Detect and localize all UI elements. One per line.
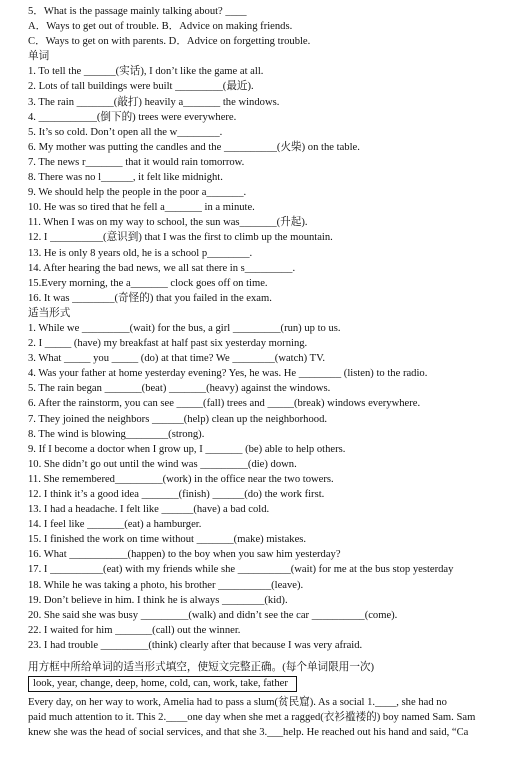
list-item: 15. I finished the work on time without _______(make) mistakes. <box>28 534 307 546</box>
list-item: 22. I waited for him _______(call) out the winner. <box>28 624 241 636</box>
list-item: 1. While we _________(wait) for the bus, a girl _________(run) up to us. <box>28 322 341 334</box>
list-item: 4. Was your father at home yesterday evening? Yes, he was. He ________ (listen) to the radio. <box>28 368 428 380</box>
list-item: 13. He is only 8 years old, he is a school p________. <box>28 247 253 259</box>
list-item: 20. She said she was busy _________(walk) and didn’t see the car __________(come). <box>28 609 398 621</box>
list-item: 6. My mother was putting the candles and the __________(火柴) on the table. <box>28 141 360 153</box>
list-item: 7. They joined the neighbors ______(help) clean up the neighborhood. <box>28 413 328 425</box>
list-item: 3. What _____ you _____ (do) at that time? We ________(watch) TV. <box>28 353 325 365</box>
list-item: 12. I __________(意识到) that I was the first to climb up the mountain. <box>28 232 333 244</box>
list-item: 14. After hearing the bad news, we all sat there in s_________. <box>28 262 296 274</box>
list-item: 1. To tell the ______(实话), I don’t like the game at all. <box>28 66 264 78</box>
question-5-stem: 5．What is the passage mainly talking about? ____ <box>28 6 247 17</box>
list-item: 18. While he was taking a photo, his brother __________(leave). <box>28 579 304 591</box>
passage-line: paid much attention to it. This 2.____one day when she met a ragged(衣衫褴褛的) boy named Sam. Sam <box>28 712 476 724</box>
list-item: 13. I had a headache. I felt like ______(have) a bad cold. <box>28 504 270 516</box>
list-item: 19. Don’t believe in him. I think he is always ________(kid). <box>28 594 288 606</box>
list-item: 8. The wind is blowing________(strong). <box>28 428 205 440</box>
vocab-list <box>28 64 532 306</box>
list-item: 8. There was no l______, it felt like midnight. <box>28 172 223 184</box>
list-item: 5. It’s so cold. Don’t open all the w________. <box>28 126 223 138</box>
vocab-heading: 单词 <box>28 51 50 63</box>
list-item: 11. She remembered_________(work) in the office near the two towers. <box>28 473 334 485</box>
passage-instruction: 用方框中所给单词的适当形式填空，使短文完整正确。(每个单词限用一次) <box>28 662 375 674</box>
section-spacer <box>28 653 532 660</box>
list-item: 5. The rain began _______(beat) _______(heavy) against the windows. <box>28 383 331 395</box>
list-item: 16. It was ________(奇怪的) that you failed in the exam. <box>28 292 272 304</box>
list-item: 10. He was so tired that he fell a_______ in a minute. <box>28 202 255 214</box>
list-item: 10. She didn’t go out until the wind was _________(die) down. <box>28 458 297 470</box>
list-item: 6. After the rainstorm, you can see _____(fall) trees and _____(break) windows everywhere. <box>28 398 421 410</box>
list-item: 9. We should help the people in the poor a_______. <box>28 187 247 199</box>
passage-line: knew she was the head of social services, and that she 3.___help. He reached out his hand and said, “Ca <box>28 727 469 739</box>
list-item: 23. I had trouble _________(think) clearly after that because I was very afraid. <box>28 639 363 651</box>
list-item: 9. If I become a doctor when I grow up, I _______ (be) able to help others. <box>28 443 346 455</box>
passage-line: Every day, on her way to work, Amelia had to pass a slum(贫民窟). As a social 1.____, she had no <box>28 697 447 709</box>
list-item: 3. The rain _______(敲打) heavily a_______ the windows. <box>28 96 280 108</box>
list-item: 15.Every morning, the a_______ clock goes off on time. <box>28 277 268 289</box>
list-item: 2. I _____ (have) my breakfast at half past six yesterday morning. <box>28 338 308 350</box>
question-5-options-cd: C．Ways to get on with parents. D．Advice on forgetting trouble. <box>28 36 311 48</box>
list-item: 7. The news r_______ that it would rain tomorrow. <box>28 156 245 168</box>
forms-heading: 适当形式 <box>28 307 71 319</box>
list-item: 11. When I was on my way to school, the sun was_______(升起). <box>28 217 308 229</box>
list-item: 12. I think it’s a good idea _______(finish) ______(do) the work first. <box>28 489 325 500</box>
question-5-options-ab: A．Ways to get out of trouble. B．Advice on making friends. <box>28 21 293 33</box>
list-item: 16. What ___________(happen) to the boy when you saw him yesterday? <box>28 549 341 561</box>
list-item: 17. I __________(eat) with my friends while she __________(wait) for me at the bus stop yesterday <box>28 564 454 576</box>
list-item: 14. I feel like _______(eat) a hamburger. <box>28 519 202 531</box>
list-item: 4. ___________(倒下的) trees were everywhere. <box>28 111 237 123</box>
forms-list <box>28 321 532 653</box>
list-item: 2. Lots of tall buildings were built _________(最近). <box>28 81 254 93</box>
word-box: look, year, change, deep, home, cold, can, work, take, father <box>28 676 297 692</box>
